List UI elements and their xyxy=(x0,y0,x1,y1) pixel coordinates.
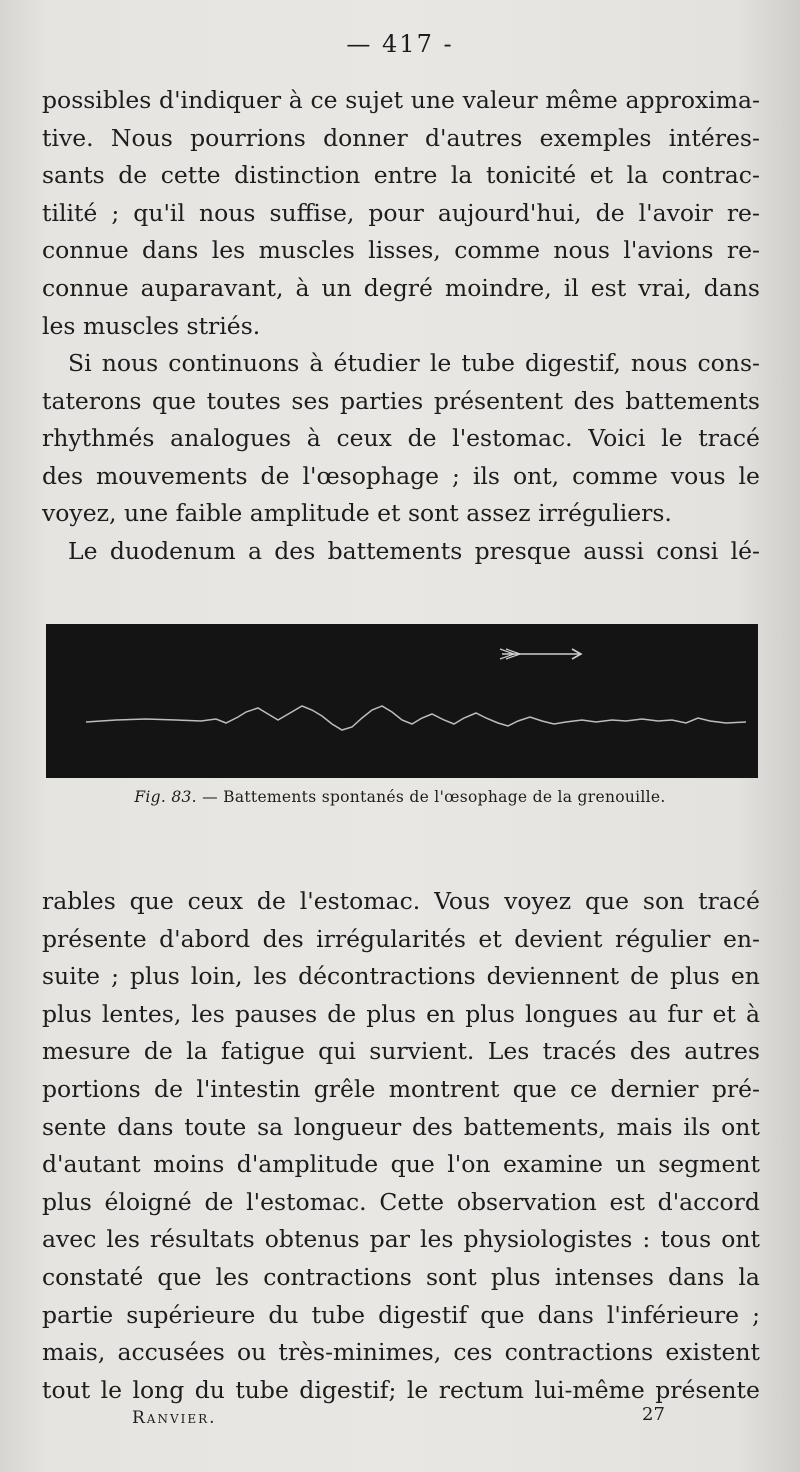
page-number: — 417 - xyxy=(346,30,454,58)
text-line: tilité ; qu'il nous suffise, pour aujourd'hui, de l'avoir re- xyxy=(42,198,760,227)
text-line: connue dans les muscles lisses, comme nous l'avions re- xyxy=(42,236,760,265)
figure-caption-text: — Battements spontanés de l'œsophage de la grenouille. xyxy=(202,788,666,806)
text-line: suite ; plus loin, les décontractions deviennent de plus en xyxy=(42,962,760,991)
paragraph-top xyxy=(42,82,760,345)
footer-author: Ranvier. xyxy=(132,1408,217,1428)
text-line: des mouvements de l'œsophage ; ils ont, comme vous le xyxy=(42,461,760,490)
text-line: partie supérieure du tube digestif que dans l'inférieure ; xyxy=(42,1300,760,1329)
paragraph-middle xyxy=(42,345,760,571)
signature-mark: 27 xyxy=(642,1404,665,1425)
text-line: Le duodenum a des battements presque aussi consi lé- xyxy=(68,536,760,565)
text-line: connue auparavant, à un degré moindre, il est vrai, dans xyxy=(42,273,760,302)
text-line: mesure de la fatigue qui survient. Les tracés des autres xyxy=(42,1037,760,1066)
text-line: possibles d'indiquer à ce sujet une valeur même approxima- xyxy=(42,86,760,114)
text-line: voyez, une faible amplitude et sont assez irréguliers. xyxy=(42,499,672,528)
figure-83-tracing xyxy=(46,624,758,778)
text-line: plus éloigné de l'estomac. Cette observation est d'accord xyxy=(42,1187,760,1216)
text-line: les muscles striés. xyxy=(42,311,261,340)
paragraph-bottom xyxy=(42,883,760,1409)
text-line: rables que ceux de l'estomac. Vous voyez que son tracé xyxy=(42,887,760,915)
text-line: portions de l'intestin grêle montrent que ce dernier pré- xyxy=(42,1074,760,1103)
text-line: d'autant moins d'amplitude que l'on examine un segment xyxy=(42,1150,760,1179)
text-line: avec les résultats obtenus par les physiologistes : tous ont xyxy=(42,1225,760,1254)
oesophagus-tracing-graphic xyxy=(46,624,758,778)
text-line: sente dans toute sa longueur des battements, mais ils ont xyxy=(42,1112,760,1141)
figure-caption xyxy=(0,788,800,806)
figure-label: Fig. 83. xyxy=(134,788,197,806)
text-line: tout le long du tube digestif; le rectum lui-même présente xyxy=(42,1375,760,1404)
text-line: plus lentes, les pauses de plus en plus longues au fur et à xyxy=(42,999,760,1028)
text-line: mais, accusées ou très-minimes, ces contractions existent xyxy=(42,1338,760,1367)
text-line: Si nous continuons à étudier le tube digestif, nous cons- xyxy=(68,349,760,377)
text-line: tive. Nous pourrions donner d'autres exemples intéres- xyxy=(42,123,760,152)
text-line: présente d'abord des irrégularités et devient régulier en- xyxy=(42,924,760,953)
text-line: constaté que les contractions sont plus intenses dans la xyxy=(42,1262,760,1291)
text-line: sants de cette distinction entre la tonicité et la contrac- xyxy=(42,161,760,190)
text-line: rhythmés analogues à ceux de l'estomac. Voici le tracé xyxy=(42,424,760,453)
text-line: taterons que toutes ses parties présentent des battements xyxy=(42,386,760,415)
